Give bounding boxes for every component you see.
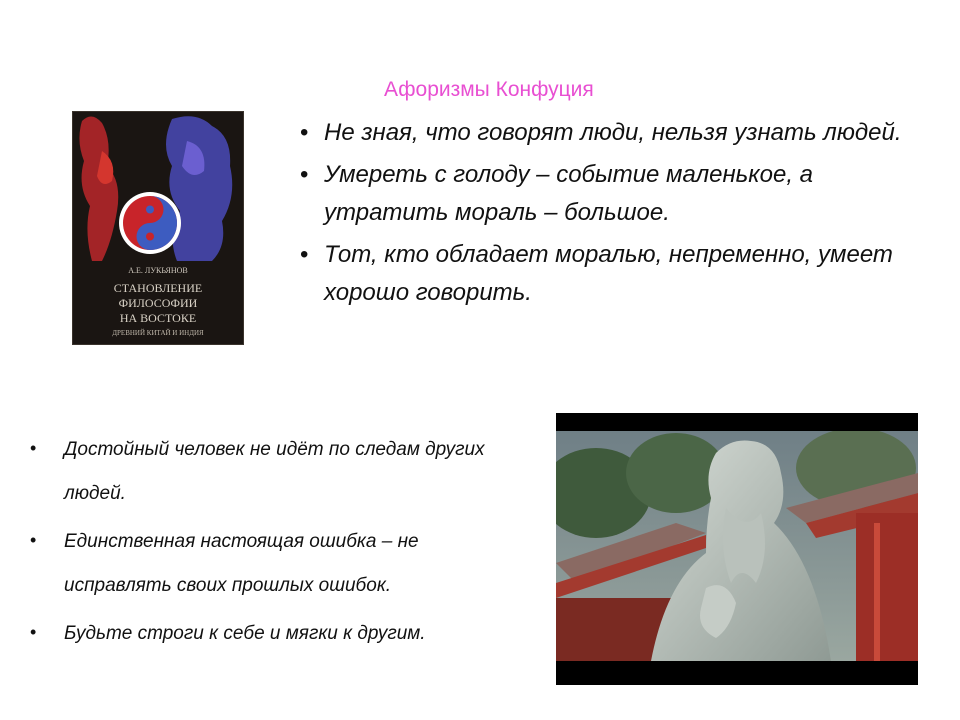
- book-title-line: НА ВОСТОКЕ: [119, 311, 197, 325]
- slide-title: Афоризмы Конфуция: [384, 78, 594, 101]
- book-author: А.Е. ЛУКЬЯНОВ: [128, 266, 188, 275]
- book-cover-image: [72, 111, 244, 345]
- list-item: • Тот, кто обладает моралью, непременно, умеет хорошо говорить.: [298, 236, 938, 312]
- book-title-line: ФИЛОСОФИИ: [118, 296, 198, 310]
- list-item: • Достойный человек не идёт по следам других людей.: [28, 428, 528, 516]
- book-subtitle: ДРЕВНИЙ КИТАЙ И ИНДИЯ: [112, 329, 204, 337]
- list-item: • Умереть с голоду – событие маленькое, а утратить мораль – большое.: [298, 156, 938, 232]
- list-item: • Единственная настоящая ошибка – не исправлять своих прошлых ошибок.: [28, 520, 528, 608]
- list-item: • Не зная, что говорят люди, нельзя узнать людей.: [298, 114, 938, 152]
- book-title-line: СТАНОВЛЕНИЕ: [113, 281, 203, 295]
- confucius-statue-photo: [556, 413, 918, 685]
- aphorism-list-bottom: [28, 428, 528, 660]
- aphorism-list-top: [298, 114, 938, 316]
- list-item: • Будьте строги к себе и мягки к другим.: [28, 612, 528, 656]
